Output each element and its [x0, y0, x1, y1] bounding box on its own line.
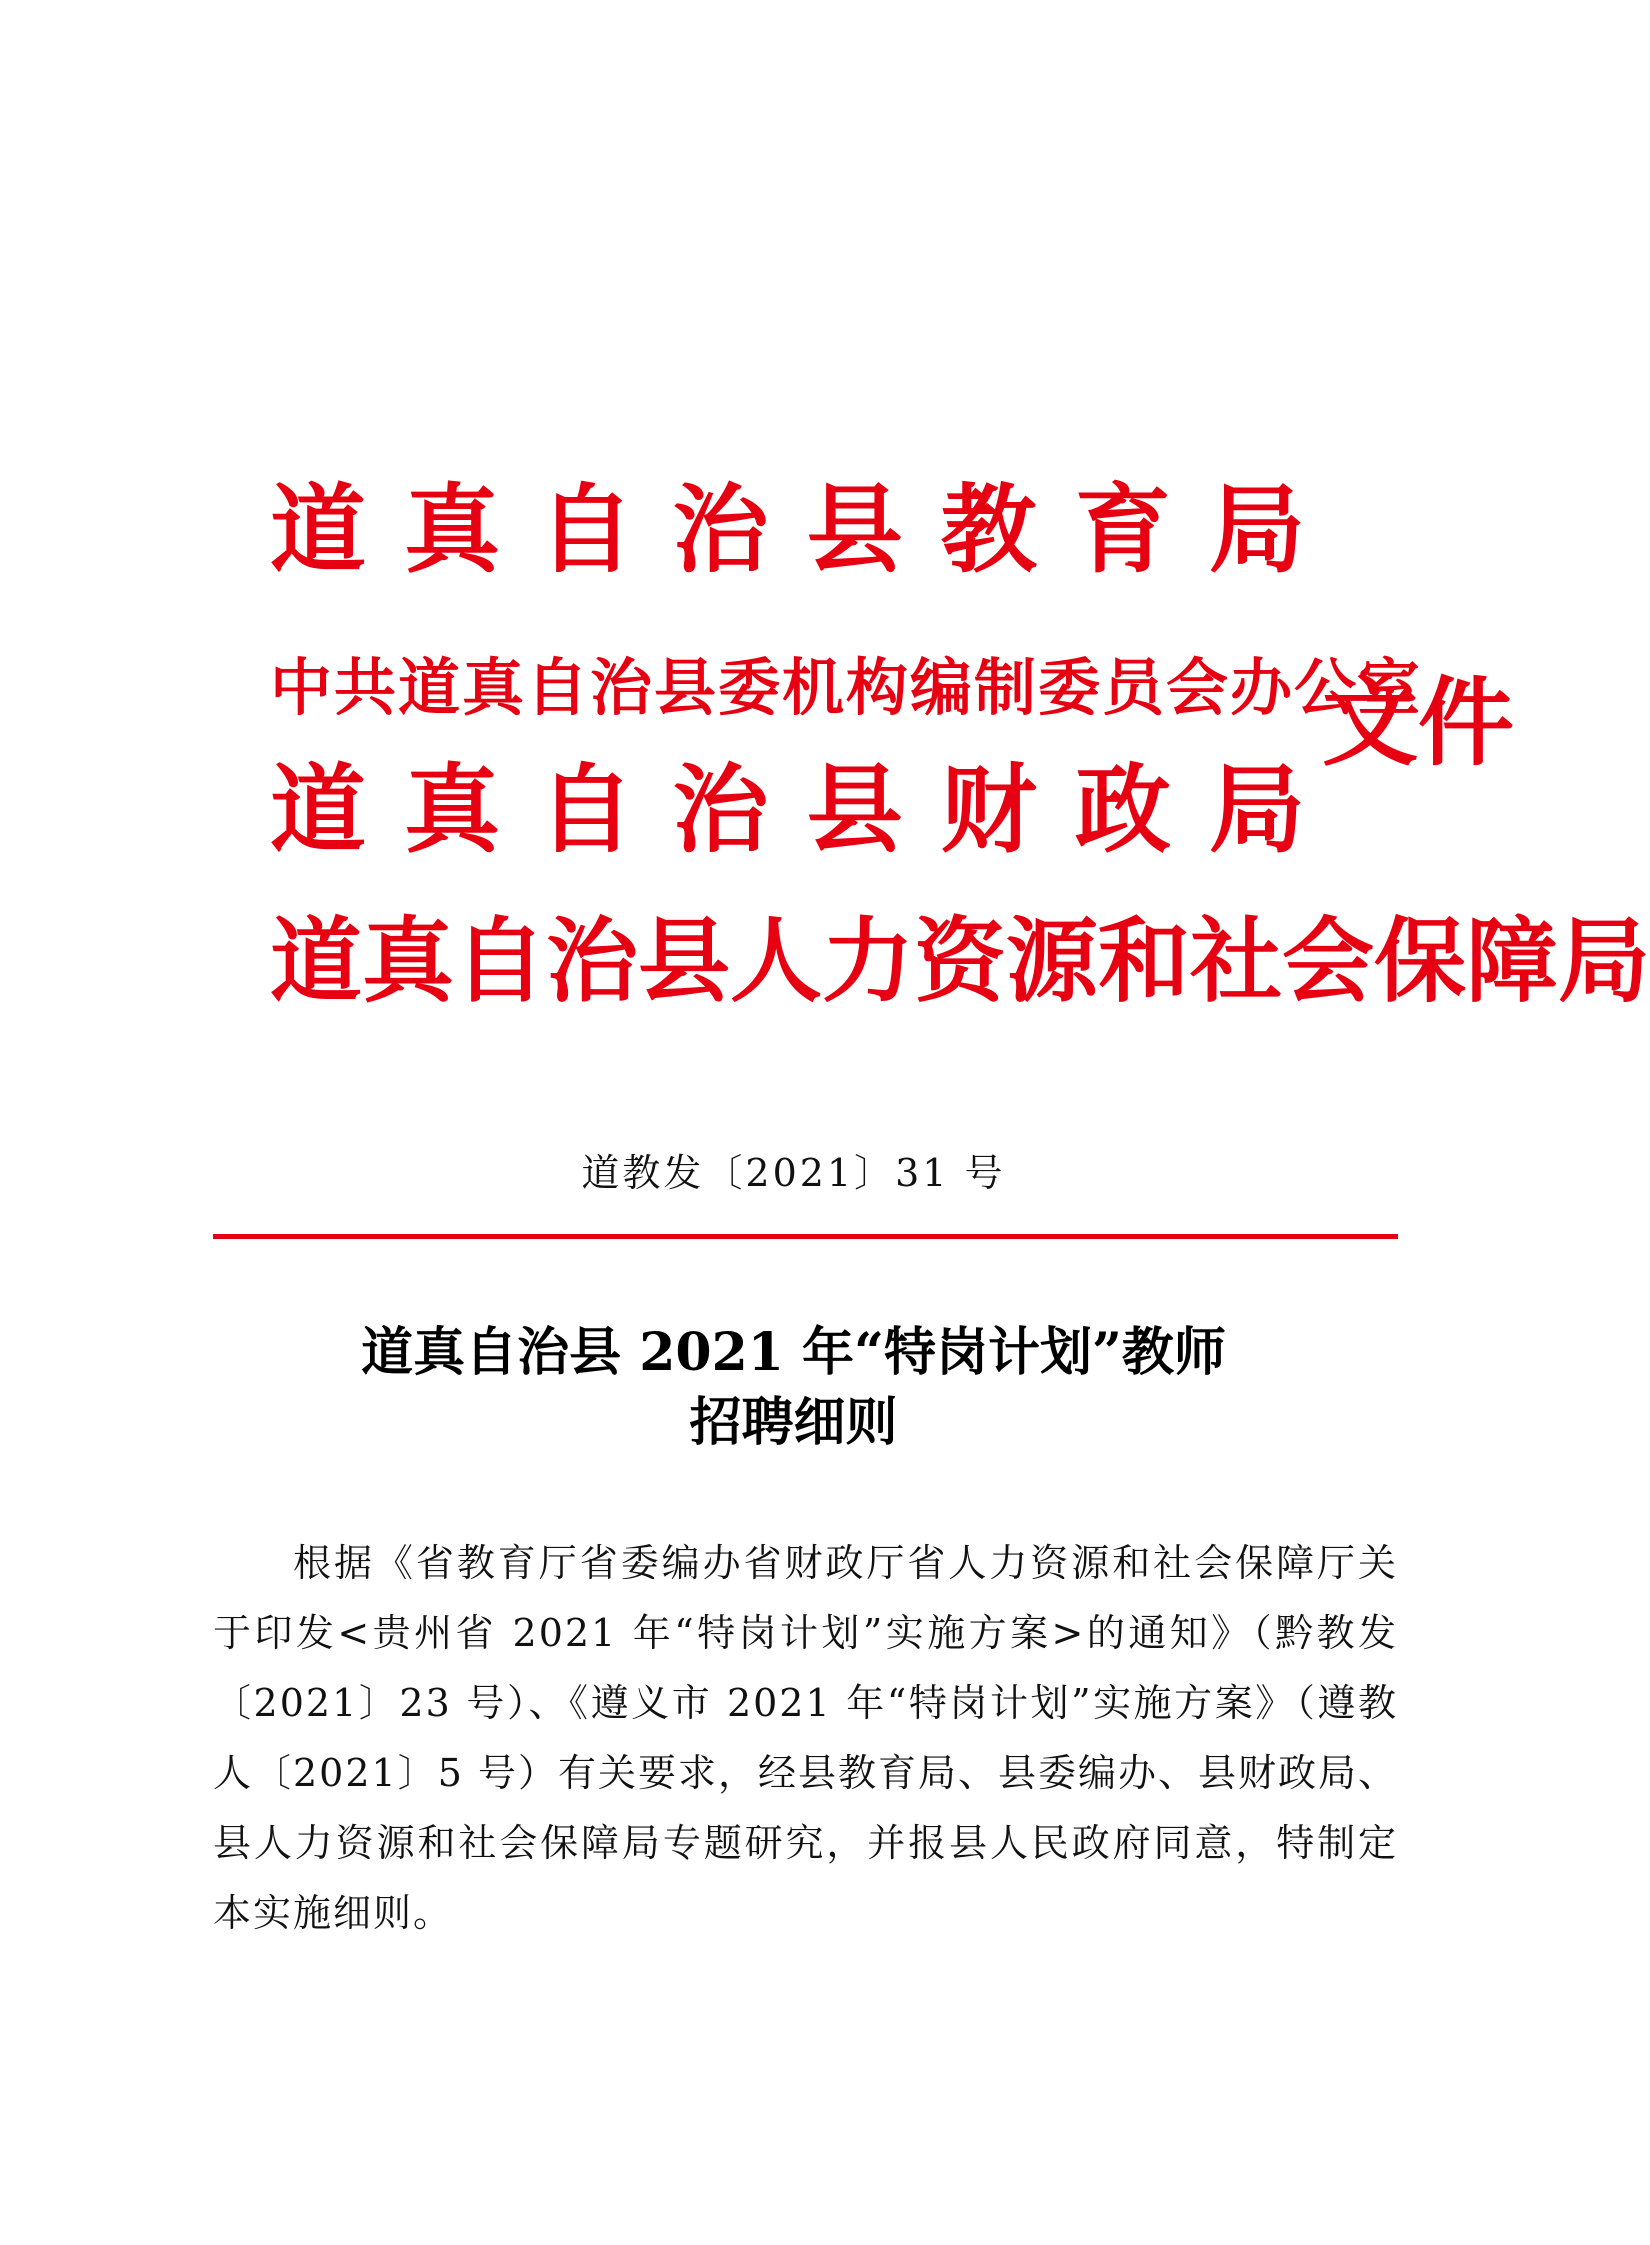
authority-finance-bureau: 道 真 自 治 县 财 政 局	[270, 754, 1305, 866]
body-paragraph: 根据《省教育厅省委编办省财政厅省人力资源和社会保障厅关于印发<贵州省 2021 年“特岗计划”实施方案>的通知》（黔教发〔2021〕23 号）、《遵义市 2021 年“特岗计划”实施方案》（遵教人〔2021〕5 号）有关要求，经县教育局、县委编办、县财政局、县人力资源和社会保障局专题研究，并报县人民政府同意，特制定本实施细则。	[213, 1541, 1398, 1935]
document-suffix: 文件	[1322, 667, 1514, 779]
red-divider	[213, 1234, 1398, 1239]
authority-education-bureau: 道 真 自 治 县 教 育 局	[270, 474, 1305, 586]
title-line-2: 招聘细则	[689, 1392, 898, 1453]
authority-staffing-office: 中共道真自治县委机构编制委员会办公室	[270, 651, 1423, 724]
document-number: 道教发〔2021〕31 号	[581, 1151, 1006, 1195]
title-line-1: 道真自治县 2021 年“特岗计划”教师	[361, 1322, 1226, 1383]
authority-hr-bureau: 道真自治县人力资源和社会保障局	[270, 908, 1650, 1015]
document-title	[0, 1318, 1587, 1458]
